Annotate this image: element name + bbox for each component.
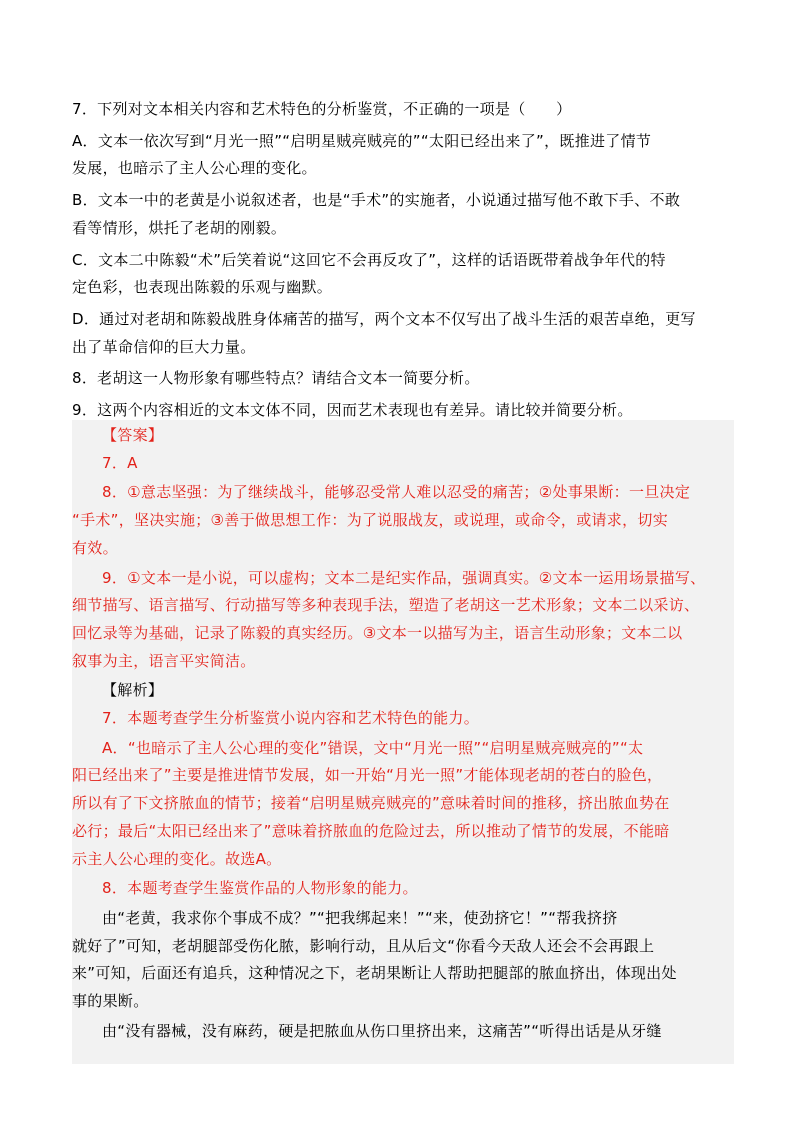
analysis-7-line-1 — [72, 735, 734, 763]
question-9: 9．这两个内容相近的文本文体不同，因而艺术表现也有差异。请比较并简要分析。 — [72, 401, 633, 420]
analysis-8-line-4: 事的果断。 — [72, 992, 149, 1011]
answer-9 — [72, 565, 734, 676]
answer-analysis-box — [72, 420, 734, 1064]
analysis-8-line-3: 来”可知，后面还有追兵，这种情况之下，老胡果断让人帮助把腿部的脓血挤出，体现出处 — [72, 964, 677, 983]
question-7-stem: 7．下列对文本相关内容和艺术特色的分析鉴赏，不正确的一项是（ ） — [72, 100, 572, 118]
analysis-heading — [72, 677, 734, 705]
analysis-heading-text: 【解析】 — [102, 681, 164, 700]
answer-heading-text: 【答案】 — [102, 426, 164, 444]
analysis-7-head — [72, 705, 734, 733]
option-a — [72, 128, 732, 183]
option-c-line-1: C．文本二中陈毅“术”后笑着说“这回它不会再反攻了”，这样的话语既带着战争年代的特 — [72, 250, 666, 269]
option-c-line-2: 定色彩，也表现出陈毅的乐观与幽默。 — [72, 278, 333, 297]
answer-9-line-4: 叙事为主，语言平实简洁。 — [72, 651, 256, 670]
option-b-line-1: B．文本一中的老黄是小说叙述者，也是“手术”的实施者，小说通过描写他不敢下手、不敢 — [72, 191, 681, 210]
answer-8-line-2: “手术”，坚决实施；③善于做思想工作：为了说服战友，或说理，或命令，或请求，切实 — [72, 511, 668, 530]
option-d — [72, 306, 732, 361]
answer-9-line-2: 细节描写、语言描写、行动描写等多种表现手法，塑造了老胡这一艺术形象；文本二以采访、 — [72, 596, 700, 615]
questions-section — [72, 96, 732, 425]
analysis-7-line-3: 所以有了下文挤脓血的情节；接着“启明星贼亮贼亮的”意味着时间的推移，挤出脓血势在 — [72, 794, 670, 813]
analysis-7-line-4: 必行；最后“太阳已经出来了”意味着挤脓血的危险过去，所以推动了情节的发展，不能暗 — [72, 821, 670, 840]
analysis-7-head-text: 7．本题考查学生分析鉴赏小说内容和艺术特色的能力。 — [102, 709, 480, 728]
answer-7-text: 7．A — [102, 453, 138, 472]
answer-8-line-1 — [72, 479, 734, 507]
analysis-8-head — [72, 875, 734, 903]
option-b-line-2: 看等情形，烘托了老胡的刚毅。 — [72, 218, 287, 237]
analysis-7-line-5: 示主人公心理的变化。故选A。 — [72, 849, 282, 868]
analysis-8-line-1-text: 由“老黄，我求你个事成不成？”“把我绑起来！”“来，使劲挤它！”“帮我挤挤 — [102, 908, 618, 927]
option-a-line-1: A．文本一依次写到“月光一照”“启明星贼亮贼亮的”“太阳已经出来了”，既推进了情节 — [72, 131, 652, 150]
option-b — [72, 187, 732, 242]
option-d-line-1: D．通过对老胡和陈毅战胜身体痛苦的描写，两个文本不仅写出了战斗生活的艰苦卓绝，更写 — [72, 309, 696, 328]
answer-8-line-3: 有效。 — [72, 538, 118, 557]
answer-9-line-1-text: 9．①文本一是小说，可以虚构；文本二是纪实作品，强调真实。②文本一运用场景描写、 — [102, 568, 706, 587]
analysis-7-line-1-text: A．“也暗示了主人公心理的变化”错误，文中“月光一照”“启明星贼亮贼亮的”“太 — [102, 738, 644, 757]
analysis-8-para-2 — [72, 1018, 734, 1046]
question-8: 8．老胡这一人物形象有哪些特点？请结合文本一简要分析。 — [72, 369, 480, 388]
option-d-line-2: 出了革命信仰的巨大力量。 — [72, 337, 256, 356]
analysis-8-body — [72, 905, 734, 1016]
answer-8-line-1-text: 8．①意志坚强：为了继续战斗，能够忍受常人难以忍受的痛苦；②处事果断：一旦决定 — [102, 483, 691, 502]
analysis-8-line-1 — [72, 905, 734, 933]
analysis-7-body — [72, 735, 734, 874]
option-a-line-2: 发展，也暗示了主人公心理的变化。 — [72, 159, 317, 178]
answer-heading — [72, 422, 734, 450]
analysis-8-line-2: 就好了”可知，老胡腿部受伤化脓，影响行动，且从后文“你看今天敌人还会不会再跟上 — [72, 936, 655, 955]
analysis-7-line-2: 阳已经出来了”主要是推进情节发展，如一开始“月光一照”才能体现老胡的苍白的脸色， — [72, 766, 663, 785]
answer-9-line-3: 回忆录等为基础，记录了陈毅的真实经历。③文本一以描写为主，语言生动形象；文本二以 — [72, 623, 683, 642]
option-c — [72, 247, 732, 302]
answer-8 — [72, 479, 734, 562]
analysis-8-para-2-text: 由“没有器械，没有麻药，硬是把脓血从伤口里挤出来，这痛苦”“听得出话是从牙缝 — [102, 1021, 662, 1040]
answer-7 — [72, 450, 734, 478]
analysis-8-head-text: 8．本题考查学生鉴赏作品的人物形象的能力。 — [102, 879, 418, 898]
answer-9-line-1 — [72, 565, 734, 593]
